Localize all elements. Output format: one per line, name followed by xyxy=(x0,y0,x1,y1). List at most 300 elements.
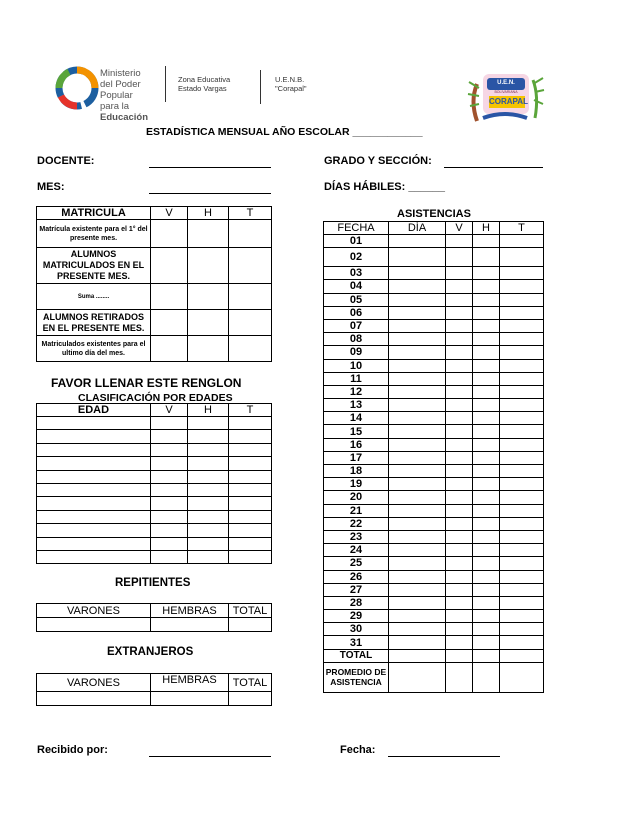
edades-cell[interactable] xyxy=(188,550,229,563)
asist-day: 21 xyxy=(324,504,389,517)
matricula-cell[interactable] xyxy=(188,336,229,362)
asist-cell[interactable] xyxy=(473,636,500,649)
edades-cell[interactable] xyxy=(151,510,188,523)
ministry-logo-line2: del Poder Popular xyxy=(100,79,141,101)
asist-day: 16 xyxy=(324,438,389,451)
edades-cell[interactable] xyxy=(151,524,188,537)
asist-row xyxy=(324,248,544,267)
asist-cell[interactable] xyxy=(389,544,446,557)
edades-cell[interactable] xyxy=(229,510,272,523)
asist-cell[interactable] xyxy=(473,504,500,517)
edades-cell[interactable] xyxy=(37,537,151,550)
asist-day: 26 xyxy=(324,570,389,583)
asist-day: 18 xyxy=(324,465,389,478)
edades-cell[interactable] xyxy=(188,430,229,443)
edades-cell[interactable] xyxy=(229,417,272,430)
asist-cell[interactable] xyxy=(389,235,446,248)
asist-cell[interactable] xyxy=(500,583,544,596)
edades-cell[interactable] xyxy=(37,497,151,510)
edades-title: CLASIFICACIÓN POR EDADES xyxy=(78,392,233,404)
edades-cell[interactable] xyxy=(229,483,272,496)
edades-cell[interactable] xyxy=(37,443,151,456)
matricula-header-h: H xyxy=(188,207,229,220)
asist-cell[interactable] xyxy=(389,530,446,543)
asist-row xyxy=(324,372,544,385)
asist-cell[interactable] xyxy=(389,267,446,280)
matricula-cell[interactable] xyxy=(188,220,229,248)
edades-cell[interactable] xyxy=(151,457,188,470)
asist-cell[interactable] xyxy=(389,425,446,438)
grado-label: GRADO Y SECCIÓN: xyxy=(324,155,432,167)
asist-cell[interactable] xyxy=(446,623,473,636)
asist-cell[interactable] xyxy=(446,359,473,372)
asist-cell[interactable] xyxy=(473,248,500,267)
asist-cell[interactable] xyxy=(446,583,473,596)
asist-cell[interactable] xyxy=(473,412,500,425)
asist-day: 12 xyxy=(324,385,389,398)
asist-cell[interactable] xyxy=(389,399,446,412)
asist-cell[interactable] xyxy=(446,596,473,609)
asist-cell[interactable] xyxy=(500,267,544,280)
extranjeros-cell[interactable] xyxy=(229,692,272,706)
repitientes-total: TOTAL xyxy=(229,604,272,618)
asist-cell[interactable] xyxy=(446,465,473,478)
edades-header-v: V xyxy=(151,404,188,417)
edades-row xyxy=(37,497,272,510)
ministry-logo xyxy=(55,66,165,123)
asist-cell[interactable] xyxy=(389,306,446,319)
edades-cell[interactable] xyxy=(151,417,188,430)
asist-cell[interactable] xyxy=(500,372,544,385)
asist-cell[interactable] xyxy=(446,491,473,504)
edades-cell[interactable] xyxy=(37,483,151,496)
edades-row xyxy=(37,483,272,496)
asist-cell[interactable] xyxy=(446,610,473,623)
asist-cell[interactable] xyxy=(389,517,446,530)
asist-cell[interactable] xyxy=(500,623,544,636)
asist-cell[interactable] xyxy=(446,438,473,451)
asist-day: 24 xyxy=(324,544,389,557)
asist-cell[interactable] xyxy=(473,583,500,596)
edades-row xyxy=(37,510,272,523)
asist-cell[interactable] xyxy=(389,662,446,692)
asist-cell[interactable] xyxy=(500,610,544,623)
asist-total-label: TOTAL xyxy=(324,649,389,662)
asist-cell[interactable] xyxy=(473,235,500,248)
repitientes-cell[interactable] xyxy=(151,618,229,632)
asist-cell[interactable] xyxy=(446,662,473,692)
asist-cell[interactable] xyxy=(389,385,446,398)
asist-cell[interactable] xyxy=(500,306,544,319)
asist-cell[interactable] xyxy=(389,596,446,609)
asist-cell[interactable] xyxy=(389,359,446,372)
edades-cell[interactable] xyxy=(188,537,229,550)
asist-cell[interactable] xyxy=(500,425,544,438)
asist-cell[interactable] xyxy=(473,491,500,504)
school-line1: U.E.N.B. xyxy=(275,75,305,84)
asist-cell[interactable] xyxy=(389,293,446,306)
edades-cell[interactable] xyxy=(37,510,151,523)
asist-row xyxy=(324,425,544,438)
matricula-cell[interactable] xyxy=(151,284,188,310)
edades-row xyxy=(37,537,272,550)
asist-row xyxy=(324,544,544,557)
asist-cell[interactable] xyxy=(473,662,500,692)
asist-cell[interactable] xyxy=(446,306,473,319)
asist-cell[interactable] xyxy=(500,438,544,451)
asist-cell[interactable] xyxy=(473,465,500,478)
asist-row xyxy=(324,399,544,412)
edades-cell[interactable] xyxy=(188,497,229,510)
asist-header-fecha: FECHA xyxy=(324,222,389,235)
asist-day: 07 xyxy=(324,319,389,332)
asist-cell[interactable] xyxy=(473,346,500,359)
ministry-logo-icon xyxy=(55,66,99,110)
asist-day: 27 xyxy=(324,583,389,596)
asist-cell[interactable] xyxy=(500,465,544,478)
edades-cell[interactable] xyxy=(151,470,188,483)
edades-cell[interactable] xyxy=(151,483,188,496)
matricula-cell[interactable] xyxy=(188,248,229,284)
fecha-label: Fecha: xyxy=(340,744,376,756)
asist-cell[interactable] xyxy=(389,319,446,332)
asist-cell[interactable] xyxy=(473,359,500,372)
ministry-logo-line3b: Educación xyxy=(100,112,149,123)
edades-cell[interactable] xyxy=(188,443,229,456)
asist-cell[interactable] xyxy=(446,412,473,425)
asist-row xyxy=(324,596,544,609)
asist-cell[interactable] xyxy=(446,267,473,280)
asist-cell[interactable] xyxy=(446,333,473,346)
repitientes-cell[interactable] xyxy=(37,618,151,632)
asist-row xyxy=(324,319,544,332)
extranjeros-varones: VARONES xyxy=(37,674,151,692)
edades-cell[interactable] xyxy=(188,510,229,523)
edades-cell[interactable] xyxy=(37,430,151,443)
edades-cell[interactable] xyxy=(229,550,272,563)
asist-cell[interactable] xyxy=(473,385,500,398)
asist-cell[interactable] xyxy=(446,530,473,543)
asist-cell[interactable] xyxy=(473,517,500,530)
asist-cell[interactable] xyxy=(500,478,544,491)
asist-cell[interactable] xyxy=(389,372,446,385)
asist-day: 05 xyxy=(324,293,389,306)
matricula-cell[interactable] xyxy=(229,284,272,310)
repitientes-cell[interactable] xyxy=(229,618,272,632)
asist-day: 22 xyxy=(324,517,389,530)
asist-day: 30 xyxy=(324,623,389,636)
asist-day: 20 xyxy=(324,491,389,504)
asist-cell[interactable] xyxy=(446,649,473,662)
favor-llenar: FAVOR LLENAR ESTE RENGLON xyxy=(51,376,242,390)
recibido-field[interactable] xyxy=(149,756,271,757)
asist-cell[interactable] xyxy=(446,636,473,649)
edades-cell[interactable] xyxy=(188,524,229,537)
asist-cell[interactable] xyxy=(389,583,446,596)
edades-cell[interactable] xyxy=(37,457,151,470)
grado-field[interactable] xyxy=(444,167,543,168)
asist-day: 04 xyxy=(324,280,389,293)
edades-row xyxy=(37,430,272,443)
asist-day: 06 xyxy=(324,306,389,319)
asist-cell[interactable] xyxy=(389,557,446,570)
asist-promedio-label: PROMEDIO DE ASISTENCIA xyxy=(324,662,389,692)
asist-cell[interactable] xyxy=(389,478,446,491)
asist-cell[interactable] xyxy=(446,248,473,267)
matricula-row-label: ALUMNOS MATRICULADOS EN EL PRESENTE MES. xyxy=(37,248,151,284)
asist-day: 28 xyxy=(324,596,389,609)
edades-cell[interactable] xyxy=(151,497,188,510)
asist-cell[interactable] xyxy=(500,235,544,248)
edades-cell[interactable] xyxy=(151,430,188,443)
edades-cell[interactable] xyxy=(151,443,188,456)
asist-cell[interactable] xyxy=(473,319,500,332)
matricula-cell[interactable] xyxy=(151,310,188,336)
asistencias-table xyxy=(323,221,544,693)
edades-cell[interactable] xyxy=(229,457,272,470)
matricula-cell[interactable] xyxy=(229,310,272,336)
edades-cell[interactable] xyxy=(229,537,272,550)
asist-row xyxy=(324,385,544,398)
asist-cell[interactable] xyxy=(389,465,446,478)
asist-cell[interactable] xyxy=(389,636,446,649)
repitientes-table xyxy=(36,603,272,632)
asist-cell[interactable] xyxy=(473,399,500,412)
asist-cell[interactable] xyxy=(446,451,473,464)
asist-cell[interactable] xyxy=(500,280,544,293)
asist-row xyxy=(324,491,544,504)
asist-cell[interactable] xyxy=(389,623,446,636)
asist-row xyxy=(324,636,544,649)
edades-cell[interactable] xyxy=(37,470,151,483)
asist-cell[interactable] xyxy=(446,544,473,557)
matricula-cell[interactable] xyxy=(151,220,188,248)
asist-row xyxy=(324,504,544,517)
ministry-logo-line3a: para la xyxy=(100,101,130,112)
asist-day: 01 xyxy=(324,235,389,248)
dias-label: DÍAS HÁBILES: ______ xyxy=(324,181,446,193)
asist-row xyxy=(324,438,544,451)
edades-cell[interactable] xyxy=(151,537,188,550)
asist-cell[interactable] xyxy=(446,557,473,570)
asist-cell[interactable] xyxy=(389,504,446,517)
zone-line1: Zona Educativa xyxy=(178,75,231,84)
asist-cell[interactable] xyxy=(473,438,500,451)
extranjeros-cell[interactable] xyxy=(37,692,151,706)
asist-cell[interactable] xyxy=(500,359,544,372)
asist-cell[interactable] xyxy=(446,399,473,412)
asist-cell[interactable] xyxy=(500,517,544,530)
asist-cell[interactable] xyxy=(500,570,544,583)
asist-day: 10 xyxy=(324,359,389,372)
matricula-table xyxy=(36,206,272,362)
asist-cell[interactable] xyxy=(446,517,473,530)
edades-header-h: H xyxy=(188,404,229,417)
asist-cell[interactable] xyxy=(446,346,473,359)
asist-cell[interactable] xyxy=(473,544,500,557)
edades-cell[interactable] xyxy=(229,470,272,483)
asist-cell[interactable] xyxy=(446,478,473,491)
asist-cell[interactable] xyxy=(500,346,544,359)
asist-cell[interactable] xyxy=(473,333,500,346)
asist-row xyxy=(324,517,544,530)
asist-cell[interactable] xyxy=(446,425,473,438)
extranjeros-table xyxy=(36,673,272,706)
asist-cell[interactable] xyxy=(473,530,500,543)
asist-row xyxy=(324,267,544,280)
asist-cell[interactable] xyxy=(473,306,500,319)
asist-cell[interactable] xyxy=(389,280,446,293)
asist-cell[interactable] xyxy=(389,491,446,504)
asist-row xyxy=(324,557,544,570)
asist-cell[interactable] xyxy=(473,372,500,385)
edades-row xyxy=(37,417,272,430)
edades-cell[interactable] xyxy=(188,483,229,496)
asist-cell[interactable] xyxy=(500,636,544,649)
extranjeros-cell[interactable] xyxy=(151,692,229,706)
edades-cell[interactable] xyxy=(188,470,229,483)
mes-label: MES: xyxy=(37,181,65,193)
asist-cell[interactable] xyxy=(446,570,473,583)
asist-cell[interactable] xyxy=(500,491,544,504)
asist-cell[interactable] xyxy=(500,649,544,662)
asist-cell[interactable] xyxy=(473,267,500,280)
asist-cell[interactable] xyxy=(446,293,473,306)
matricula-cell[interactable] xyxy=(151,248,188,284)
asist-cell[interactable] xyxy=(500,544,544,557)
matricula-cell[interactable] xyxy=(188,284,229,310)
edades-cell[interactable] xyxy=(188,417,229,430)
school-logo xyxy=(465,66,545,132)
school-logo-name: CORAPAL xyxy=(489,97,528,106)
asist-cell[interactable] xyxy=(473,425,500,438)
edades-row xyxy=(37,457,272,470)
asist-cell[interactable] xyxy=(500,319,544,332)
asist-cell[interactable] xyxy=(473,280,500,293)
edades-cell[interactable] xyxy=(188,457,229,470)
zone-line2: Estado Vargas xyxy=(178,84,227,93)
matricula-header-t: T xyxy=(229,207,272,220)
edades-cell[interactable] xyxy=(229,430,272,443)
matricula-header: MATRICULA xyxy=(37,207,151,220)
docente-label: DOCENTE: xyxy=(37,155,95,167)
asist-cell[interactable] xyxy=(500,293,544,306)
edades-row xyxy=(37,443,272,456)
asist-day: 15 xyxy=(324,425,389,438)
asist-row xyxy=(324,293,544,306)
edades-cell[interactable] xyxy=(37,550,151,563)
asist-cell[interactable] xyxy=(446,280,473,293)
asist-cell[interactable] xyxy=(389,333,446,346)
asist-day: 13 xyxy=(324,399,389,412)
asist-cell[interactable] xyxy=(389,451,446,464)
asist-cell[interactable] xyxy=(500,248,544,267)
asist-day: 03 xyxy=(324,267,389,280)
asist-row xyxy=(324,610,544,623)
asist-cell[interactable] xyxy=(473,451,500,464)
matricula-cell[interactable] xyxy=(229,336,272,362)
matricula-row-label: Matriculados existentes para el ultimo día del mes. xyxy=(37,336,151,362)
asist-day: 29 xyxy=(324,610,389,623)
asist-cell[interactable] xyxy=(500,451,544,464)
edades-cell[interactable] xyxy=(229,524,272,537)
matricula-cell[interactable] xyxy=(151,336,188,362)
asist-cell[interactable] xyxy=(389,649,446,662)
asist-cell[interactable] xyxy=(473,478,500,491)
asist-cell[interactable] xyxy=(389,412,446,425)
asist-cell[interactable] xyxy=(473,596,500,609)
asist-header-t: T xyxy=(500,222,544,235)
school-logo-top: U.E.N. xyxy=(497,80,515,86)
asist-cell[interactable] xyxy=(500,662,544,692)
asist-day: 14 xyxy=(324,412,389,425)
mes-field[interactable] xyxy=(149,193,271,194)
fecha-field[interactable] xyxy=(388,756,500,757)
edades-header: EDAD xyxy=(37,404,151,417)
asist-cell[interactable] xyxy=(500,530,544,543)
asist-cell[interactable] xyxy=(473,623,500,636)
asist-cell[interactable] xyxy=(473,570,500,583)
asist-cell[interactable] xyxy=(500,333,544,346)
matricula-header-v: V xyxy=(151,207,188,220)
asist-cell[interactable] xyxy=(473,649,500,662)
recibido-label: Recibido por: xyxy=(37,744,108,756)
asist-cell[interactable] xyxy=(500,412,544,425)
asist-day: 02 xyxy=(324,248,389,267)
edades-cell[interactable] xyxy=(229,443,272,456)
asist-cell[interactable] xyxy=(389,610,446,623)
matricula-cell[interactable] xyxy=(229,220,272,248)
asist-day: 31 xyxy=(324,636,389,649)
edades-cell[interactable] xyxy=(37,524,151,537)
asist-row xyxy=(324,478,544,491)
school-line2: "Corapal" xyxy=(275,84,307,93)
divider-1 xyxy=(165,66,166,102)
asist-cell[interactable] xyxy=(446,504,473,517)
asist-day: 23 xyxy=(324,530,389,543)
matricula-cell[interactable] xyxy=(229,248,272,284)
asist-cell[interactable] xyxy=(500,385,544,398)
asist-cell[interactable] xyxy=(446,385,473,398)
asist-cell[interactable] xyxy=(389,346,446,359)
repitientes-title: REPITIENTES xyxy=(115,577,191,589)
asist-cell[interactable] xyxy=(500,596,544,609)
edades-row xyxy=(37,550,272,563)
asist-cell[interactable] xyxy=(473,557,500,570)
asist-cell[interactable] xyxy=(473,293,500,306)
asist-header-v: V xyxy=(446,222,473,235)
asist-cell[interactable] xyxy=(446,319,473,332)
asist-cell[interactable] xyxy=(500,557,544,570)
docente-field[interactable] xyxy=(149,167,271,168)
edades-table xyxy=(36,403,272,564)
edades-cell[interactable] xyxy=(151,550,188,563)
asist-row xyxy=(324,306,544,319)
asist-row xyxy=(324,333,544,346)
asist-cell[interactable] xyxy=(446,235,473,248)
edades-cell[interactable] xyxy=(229,497,272,510)
asist-cell[interactable] xyxy=(389,570,446,583)
asist-cell[interactable] xyxy=(389,248,446,267)
matricula-cell[interactable] xyxy=(188,310,229,336)
asist-cell[interactable] xyxy=(473,610,500,623)
asist-cell[interactable] xyxy=(389,438,446,451)
asist-cell[interactable] xyxy=(500,399,544,412)
asist-cell[interactable] xyxy=(500,504,544,517)
edades-cell[interactable] xyxy=(37,417,151,430)
asist-header-h: H xyxy=(473,222,500,235)
asist-cell[interactable] xyxy=(446,372,473,385)
